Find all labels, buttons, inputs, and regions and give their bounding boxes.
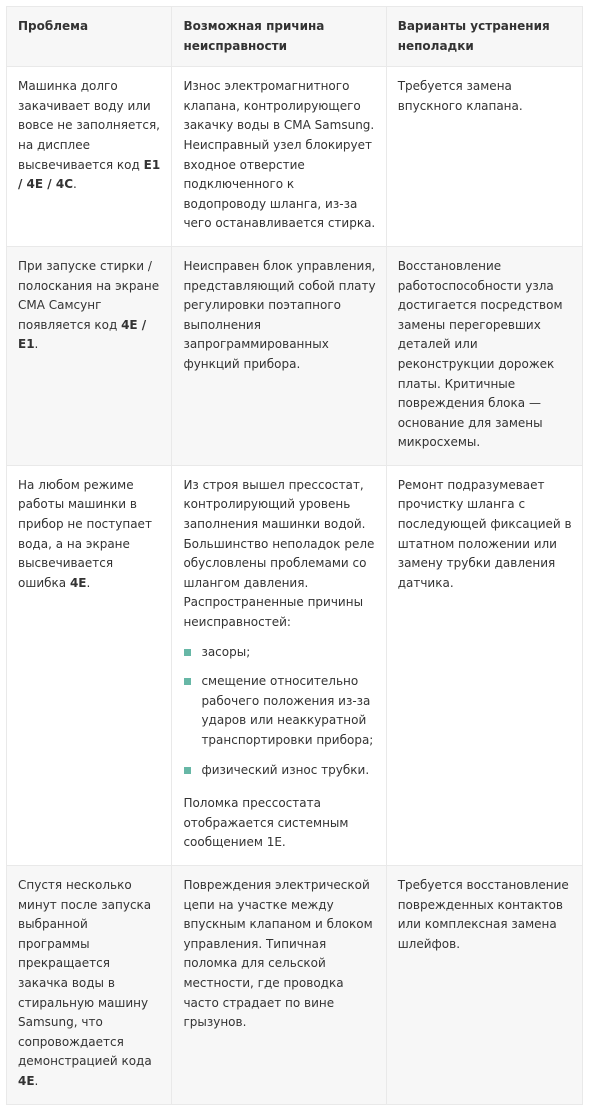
header-problem: Проблема [18,19,89,33]
header-cause: Возможная причина неисправности [171,7,385,66]
cause-intro: Из строя вышел прессостат, контролирующий уровень заполнения машинки водой. Большинство неполадок реле обусловлены проблемами со шлангом давления. Распространенные причины неисправностей: [183,477,375,630]
problem-cell [7,247,171,465]
problem-cell [7,67,171,246]
table-row [7,67,582,247]
list-item-text: физический износ трубки. [201,762,370,777]
table-row [7,866,582,1104]
error-code: 4E / E1 [18,317,147,352]
solution-cell: Требуется восстановление поврежденных контактов или комплексная замена шлейфов. [386,866,582,1104]
punct: . [86,575,91,590]
punct: . [34,1073,39,1088]
punct: . [73,177,77,192]
square-bullet-icon [184,678,191,685]
solution-cell: Ремонт подразумевает прочистку шланга с последующей фиксацией в штатном положении или замену трубки давления датчика. [386,466,582,865]
error-codes-table [6,6,583,1105]
problem-text: При запуске стирки / полоскания на экране СМА Самсунг появляется код [18,258,160,332]
cause-cell: Неисправен блок управления, представляющий собой плату регулировки поэтапного выполнения запрограммированных функций прибора. [171,247,385,465]
list-item-text: засоры; [201,644,251,659]
table-row [7,247,582,466]
cause-cell: Повреждения электрической цепи на участке между впускным клапаном и блоком управления. Типичная поломка для сельской местности, где проводка часто страдает по вине грызунов. [171,866,385,1104]
error-code: 4E [69,575,87,590]
problem-cell [7,866,171,1104]
punct: . [34,337,39,352]
cause-list [183,643,375,781]
solution-cell: Требуется замена впускного клапана. [386,67,582,246]
square-bullet-icon [184,767,191,774]
problem-text: Машинка долго закачивает воду или вовсе не заполняется, на дисплее высвечивается код [18,79,160,172]
header-solution: Варианты устранения неполадки [386,7,582,66]
cause-cell [171,466,385,865]
problem-text: На любом режиме работы машинки в прибор не поступает вода, а на экране высвечивается ошибка [18,477,152,590]
error-code: E1 / 4E / 4C [18,157,161,192]
error-code: 4E [18,1073,35,1088]
table-header-row [7,7,582,67]
problem-cell [7,466,171,865]
cause-cell: Износ электромагнитного клапана, контролирующего закачку воды в СМА Samsung. Неисправный узел блокирует входное отверстие подключенного к водопроводу шланга, из-за чего останавливается стирка. [171,67,385,246]
cause-outro: Поломка прессостата отображается системным сообщением 1E. [183,796,349,850]
table-row [7,466,582,866]
list-item [183,672,375,750]
problem-text: Спустя несколько минут после запуска выбранной программы прекращается закачка воды в стиральную машину Samsung, что сопровождается демонстрацией кода [18,877,152,1069]
list-item-text: смещение относительно рабочего положения из-за ударов или неаккуратной транспортировки прибора; [201,674,374,747]
list-item [183,761,375,781]
list-item [183,643,375,663]
solution-cell: Восстановление работоспособности узла достигается посредством замены перегоревших деталей или реконструкции дорожек платы. Критичные повреждения блока — основание для замены микросхемы. [386,247,582,465]
square-bullet-icon [184,649,191,656]
